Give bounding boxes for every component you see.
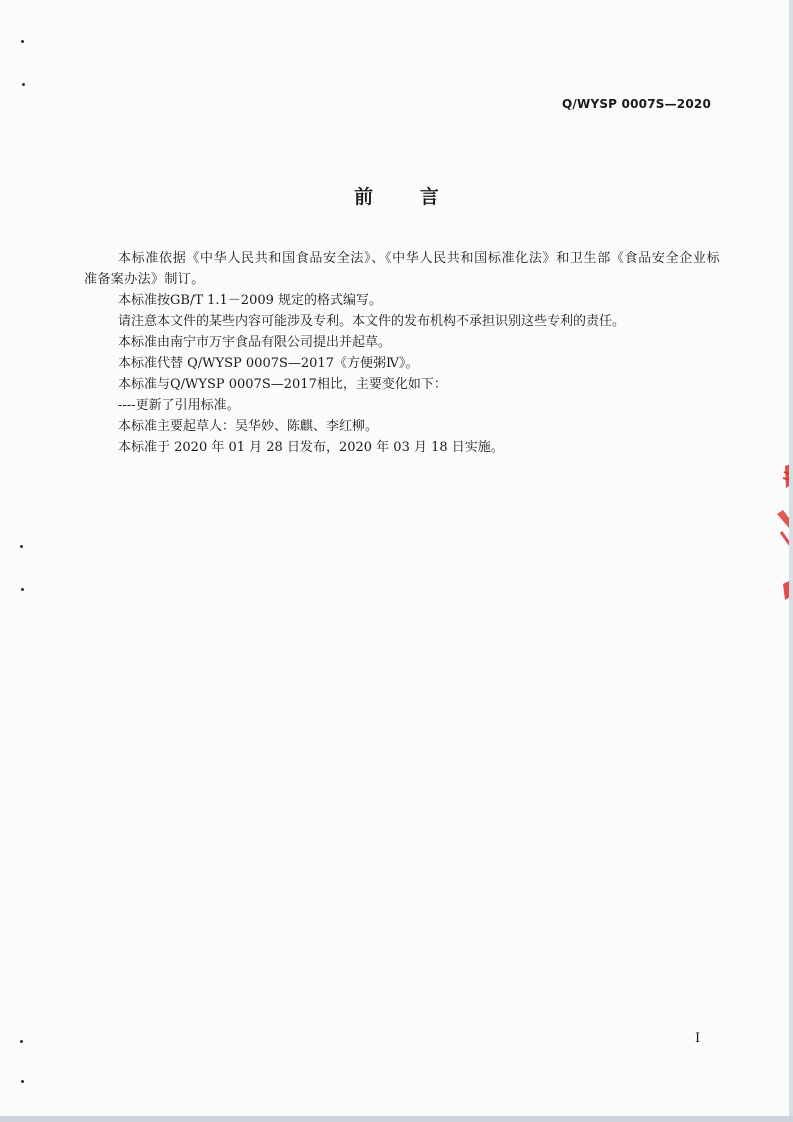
scan-dot-6 — [21, 1080, 24, 1083]
standard-code: Q/WYSP 0007S—2020 — [562, 97, 711, 111]
scan-dot-5 — [20, 1040, 23, 1043]
scan-dot-3 — [20, 545, 23, 548]
title-char-1: 前 — [354, 186, 374, 208]
page-number: I — [695, 1031, 701, 1046]
paragraph-replaces: 本标准代替 Q/WYSP 0007S—2017《方便粥Ⅳ》。 — [118, 356, 419, 371]
paragraph-proposer: 本标准由南宁市万宇食品有限公司提出并起草。 — [118, 335, 392, 350]
scan-dot-1 — [21, 40, 24, 43]
scan-dot-4 — [21, 588, 24, 591]
scan-dot-2 — [22, 83, 25, 86]
paragraph-format: 本标准按GB/T 1.1－2009 规定的格式编写。 — [118, 293, 383, 308]
foreword-body — [84, 248, 720, 458]
paragraph-changes-intro: 本标准与Q/WYSP 0007S—2017相比，主要变化如下： — [118, 377, 447, 392]
title-char-2: 言 — [419, 186, 439, 208]
paragraph-patent-notice: 请注意本文件的某些内容可能涉及专利。本文件的发布机构不承担识别这些专利的责任。 — [118, 314, 626, 329]
scan-right-edge — [789, 0, 793, 1122]
scan-bottom-edge — [0, 1116, 793, 1122]
paragraph-change-item: ----更新了引用标准。 — [118, 398, 240, 413]
paragraph-drafters: 本标准主要起草人：吴华妙、陈麒、李红柳。 — [118, 419, 379, 434]
paragraph-dates: 本标准于 2020 年 01 月 28 日发布，2020 年 03 月 18 日实施。 — [118, 440, 504, 455]
page-title — [0, 182, 793, 209]
paragraph-basis: 本标准依据《中华人民共和国食品安全法》、《中华人民共和国标准化法》和卫生部《食品安全企业标准备案办法》制订。 — [84, 251, 720, 287]
